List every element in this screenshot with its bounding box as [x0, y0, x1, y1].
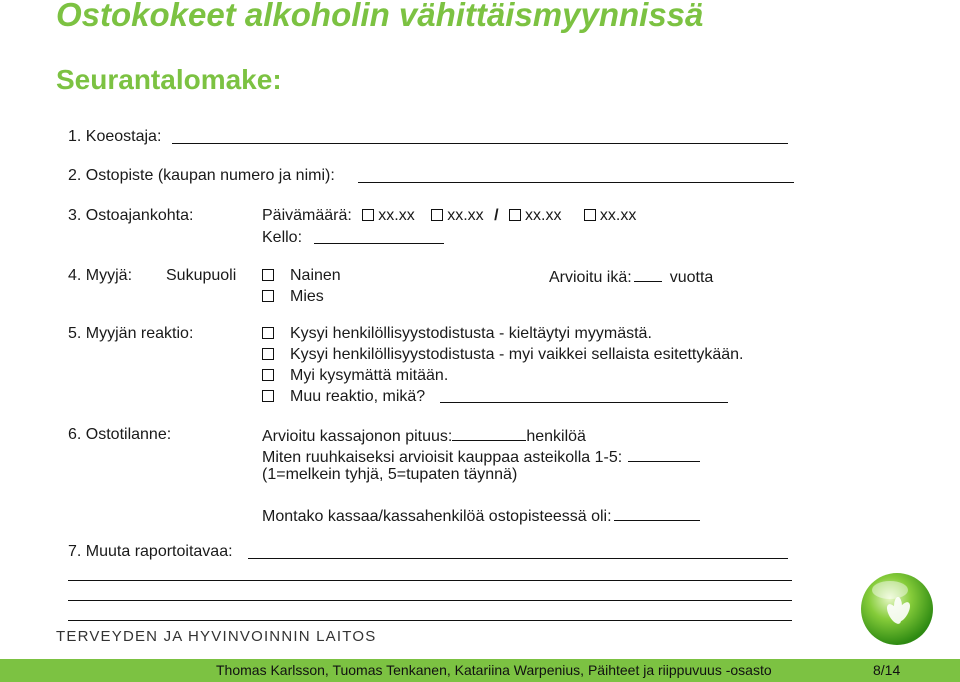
ostopiste-field[interactable] [358, 182, 794, 183]
checkbox-icon[interactable] [362, 209, 374, 221]
koeostaja-label: 1. Koeostaja: [68, 128, 162, 145]
queue-field[interactable] [452, 425, 526, 441]
queue-row [262, 425, 586, 447]
gender-option-nainen[interactable]: Nainen [262, 266, 341, 286]
koeostaja-field[interactable] [172, 143, 788, 144]
cashiers-row [262, 505, 700, 527]
crowd-hint: (1=melkein tyhjä, 5=tupaten täynnä) [262, 466, 518, 483]
muuta-field[interactable] [248, 558, 788, 559]
ostoajankohta-label: 3. Ostoajankohta: [68, 207, 194, 224]
cashiers-field[interactable] [614, 505, 700, 521]
reaktio-other-field[interactable] [440, 402, 728, 403]
page-number: 8/14 [873, 662, 901, 678]
time-field[interactable] [314, 243, 444, 244]
myyja-label: 4. Myyjä: [68, 267, 133, 284]
checkbox-icon[interactable] [262, 327, 274, 339]
age-label: Arvioitu ikä: [549, 269, 632, 286]
checkbox-icon[interactable] [509, 209, 521, 221]
gender-label: Sukupuoli [166, 267, 237, 284]
reaktio-option[interactable]: Kysyi henkilöllisyystodistusta - kieltäytyi myymästä. [262, 324, 652, 344]
logo-orb-icon [856, 568, 938, 650]
age-row [549, 266, 713, 288]
reaktio-label: 5. Myyjän reaktio: [68, 325, 194, 342]
reaktio-option[interactable]: Kysyi henkilöllisyystodistusta - myi vaikkei sellaista esitettykään. [262, 345, 744, 365]
muuta-extra-line[interactable] [68, 620, 792, 621]
date-option: xx.xx [378, 207, 415, 224]
checkbox-icon[interactable] [584, 209, 596, 221]
crowd-label: Miten ruuhkaiseksi arvioisit kauppaa asteikolla 1-5: [262, 449, 623, 466]
age-unit: vuotta [669, 269, 714, 286]
checkbox-icon[interactable] [431, 209, 443, 221]
reaktio-option[interactable]: Muu reaktio, mikä? [262, 387, 425, 407]
form-subtitle: Seurantalomake: [56, 64, 282, 95]
muuta-extra-line[interactable] [68, 600, 792, 601]
time-label: Kello: [262, 229, 303, 246]
date-option: xx.xx [599, 207, 637, 224]
checkbox-icon[interactable] [262, 390, 274, 402]
reaktio-option[interactable]: Myi kysymättä mitään. [262, 366, 448, 386]
footer-organization: TERVEYDEN JA HYVINVOINNIN LAITOS [56, 628, 377, 645]
date-label: Päivämäärä: [262, 207, 352, 224]
footer-credit: Thomas Karlsson, Tuomas Tenkanen, Katariina Warpenius, Päihteet ja riippuvuus -osasto [216, 662, 772, 678]
date-row [262, 206, 636, 226]
checkbox-icon[interactable] [262, 369, 274, 381]
muuta-extra-line[interactable] [68, 580, 792, 581]
age-field[interactable] [634, 266, 662, 282]
checkbox-icon[interactable] [262, 269, 274, 281]
ostopiste-label: 2. Ostopiste (kaupan numero ja nimi): [68, 167, 335, 184]
date-option: xx.xx [525, 207, 562, 224]
checkbox-icon[interactable] [262, 348, 274, 360]
page-title: Ostokokeet alkoholin vähittäismyynnissä [56, 0, 704, 33]
ostotilanne-label: 6. Ostotilanne: [68, 426, 172, 443]
date-separator: / [494, 207, 499, 224]
queue-unit: henkilöä [526, 428, 586, 445]
crowd-field[interactable] [628, 446, 700, 462]
date-option: xx.xx [447, 207, 484, 224]
gender-option-mies[interactable]: Mies [262, 287, 324, 307]
muuta-label: 7. Muuta raportoitavaa: [68, 543, 233, 560]
cashiers-label: Montako kassaa/kassahenkilöä ostopisteessä oli: [262, 508, 612, 525]
checkbox-icon[interactable] [262, 290, 274, 302]
queue-label: Arvioitu kassajonon pituus: [262, 428, 453, 445]
